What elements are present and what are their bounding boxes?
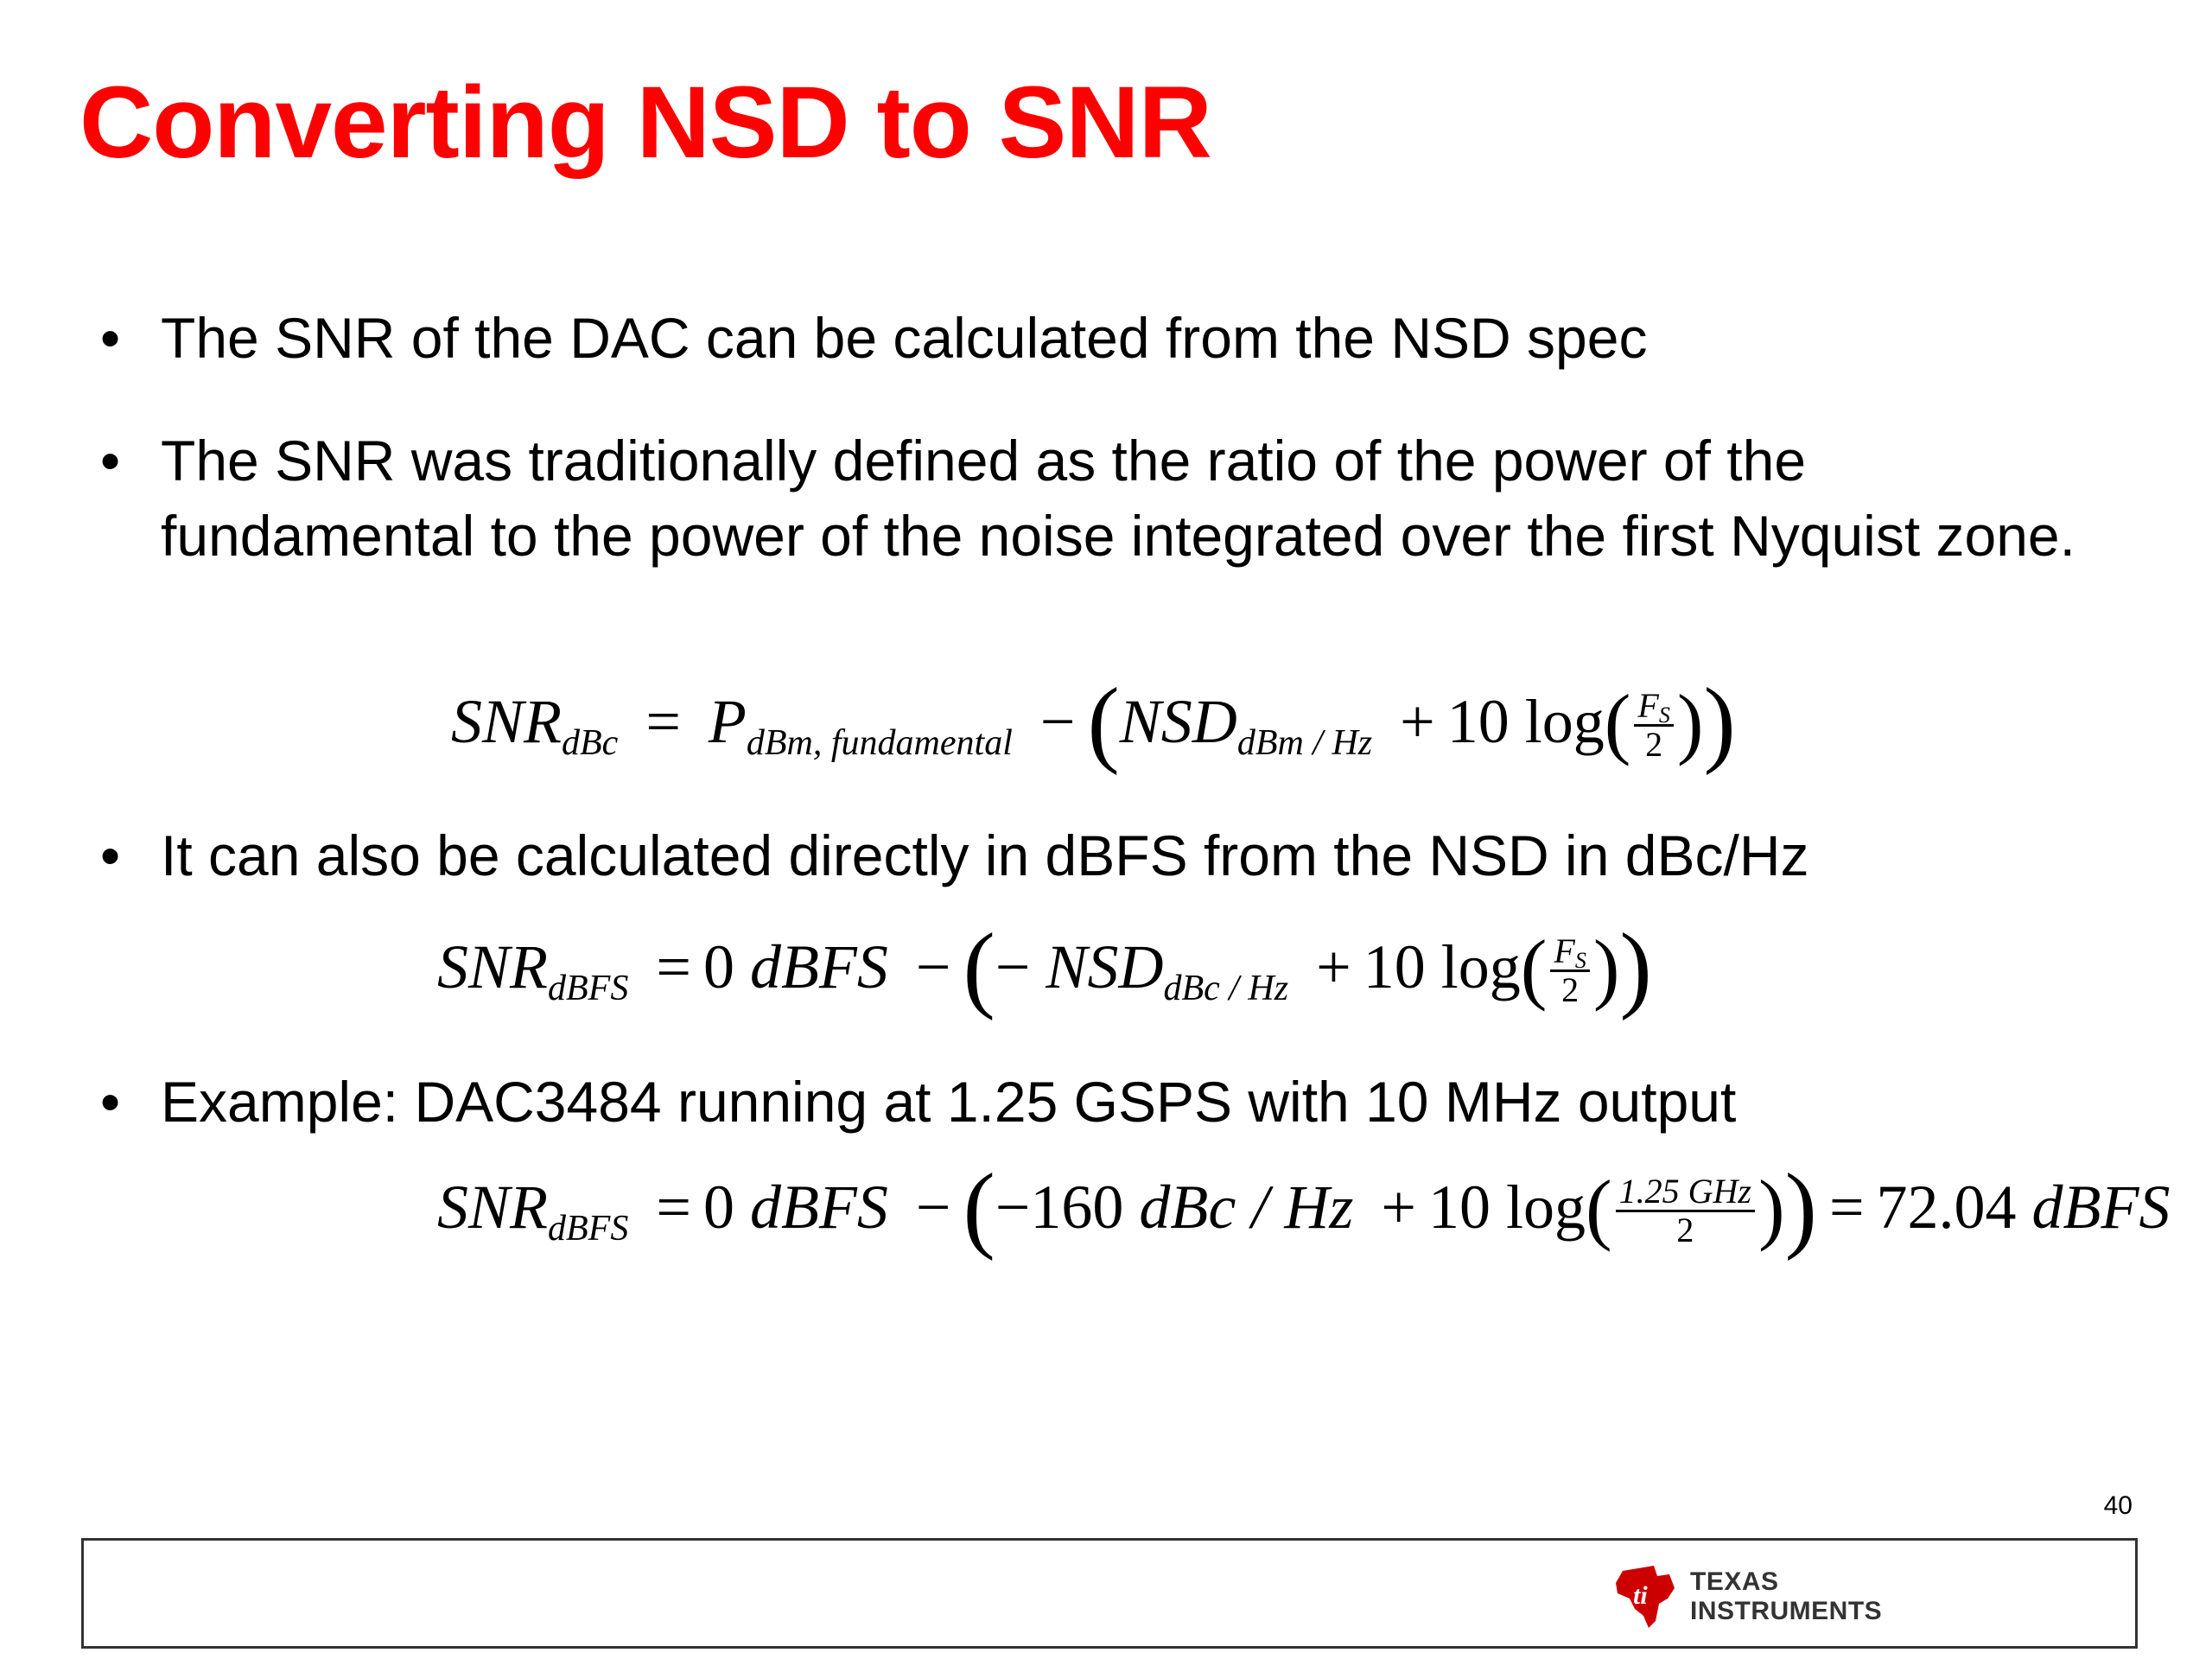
equation-example <box>437 1154 2171 1262</box>
frac-numerator: F <box>1637 686 1659 725</box>
eq-power: P <box>708 687 747 756</box>
paren-open: ( <box>1586 1164 1612 1252</box>
eq-value-unit: dBc / Hz <box>1139 1173 1354 1242</box>
frac-numerator-sub: S <box>1574 948 1586 973</box>
frac-denominator: 2 <box>1645 725 1663 764</box>
eq-result-unit: dBFS <box>2031 1173 2171 1242</box>
logo-line-1: TEXAS <box>1690 1567 1779 1596</box>
equation-snr-dbc <box>451 669 1736 776</box>
bullet-2 <box>100 423 2088 574</box>
slide-title: Converting NSD to SNR <box>79 66 1211 180</box>
eq-lhs-sub: dBFS <box>548 969 629 1008</box>
equation-snr-dbfs <box>437 914 1652 1021</box>
ti-logo-icon <box>1614 1564 1681 1630</box>
bullet-4 <box>100 1065 2088 1140</box>
paren-open: ( <box>1520 924 1548 1012</box>
eq-log: 10 log <box>1428 1173 1586 1242</box>
frac-numerator: 1.25 GHz <box>1616 1173 1755 1212</box>
bullet-text: It can also be calculated directly in dBFS from the NSD in dBc/Hz <box>161 823 1809 887</box>
bullet-marker: • <box>100 823 121 887</box>
paren-open: ( <box>963 914 995 1021</box>
bullet-marker: • <box>100 1070 121 1134</box>
eq-fraction <box>1616 1173 1755 1249</box>
eq-lhs: SNR <box>437 1173 549 1242</box>
bullet-text: The SNR was traditionally defined as the ratio of the power of the fundamental to the power of the noise integrated over the first Nyquist zone. <box>161 429 2075 568</box>
bullet-text: The SNR of the DAC can be calculated from the NSD spec <box>161 306 1648 370</box>
eq-equals: = <box>645 687 681 756</box>
eq-fraction <box>1634 688 1673 763</box>
logo-line-2: INSTRUMENTS <box>1690 1597 1883 1625</box>
eq-power-sub: dBm, fundamental <box>746 723 1013 763</box>
eq-plus: + <box>1400 687 1435 756</box>
eq-fraction <box>1550 933 1589 1008</box>
paren-close: ) <box>1703 669 1736 776</box>
eq-equals: = <box>656 1173 691 1242</box>
eq-nsd-sub: dBc / Hz <box>1163 969 1289 1008</box>
bullet-text: Example: DAC3484 running at 1.25 GSPS with 10 MHz output <box>161 1070 1737 1134</box>
eq-minus-nsd: − <box>995 932 1031 1001</box>
eq-value: −160 <box>995 1173 1124 1242</box>
eq-log: 10 log <box>1446 687 1605 756</box>
svg-text:ti: ti <box>1633 1581 1648 1610</box>
eq-lhs: SNR <box>437 932 549 1001</box>
frac-numerator: F <box>1554 931 1575 970</box>
bullet-1 <box>100 301 2088 376</box>
bullet-3 <box>100 818 2088 893</box>
frac-denominator: 2 <box>1561 970 1580 1009</box>
paren-open: ( <box>1604 678 1631 766</box>
eq-nsd: NSD <box>1119 687 1237 756</box>
ti-logo <box>1614 1562 1882 1631</box>
eq-equals: = <box>656 932 691 1001</box>
eq-unit: dBFS <box>749 1173 888 1242</box>
paren-close: ) <box>1619 914 1652 1021</box>
eq-lhs-sub: dBFS <box>548 1209 629 1249</box>
paren-close: ) <box>1784 1154 1817 1262</box>
paren-open: ( <box>1087 669 1120 776</box>
paren-close: ) <box>1758 1164 1785 1252</box>
eq-minus: − <box>915 932 951 1001</box>
bullet-marker: • <box>100 429 121 493</box>
eq-nsd-sub: dBm / Hz <box>1236 723 1373 763</box>
eq-result-equals: = <box>1828 1173 1865 1242</box>
eq-lhs: SNR <box>451 687 563 756</box>
frac-denominator: 2 <box>1676 1211 1694 1249</box>
eq-lhs-sub: dBc <box>562 723 619 763</box>
frac-numerator-sub: S <box>1658 702 1670 728</box>
eq-zero: 0 <box>702 1173 734 1242</box>
eq-nsd: NSD <box>1046 932 1164 1001</box>
eq-plus: + <box>1381 1173 1416 1242</box>
paren-close: ) <box>1676 678 1704 766</box>
eq-log: 10 log <box>1363 932 1521 1001</box>
eq-result: 72.04 <box>1876 1173 2017 1242</box>
page-number: 40 <box>2103 1491 2133 1520</box>
paren-close: ) <box>1592 924 1620 1012</box>
eq-zero: 0 <box>702 932 734 1001</box>
eq-minus: − <box>915 1173 951 1242</box>
eq-unit: dBFS <box>749 932 888 1001</box>
paren-open: ( <box>963 1154 995 1262</box>
eq-minus: − <box>1039 687 1076 756</box>
eq-plus: + <box>1316 932 1351 1001</box>
bullet-marker: • <box>100 306 121 370</box>
